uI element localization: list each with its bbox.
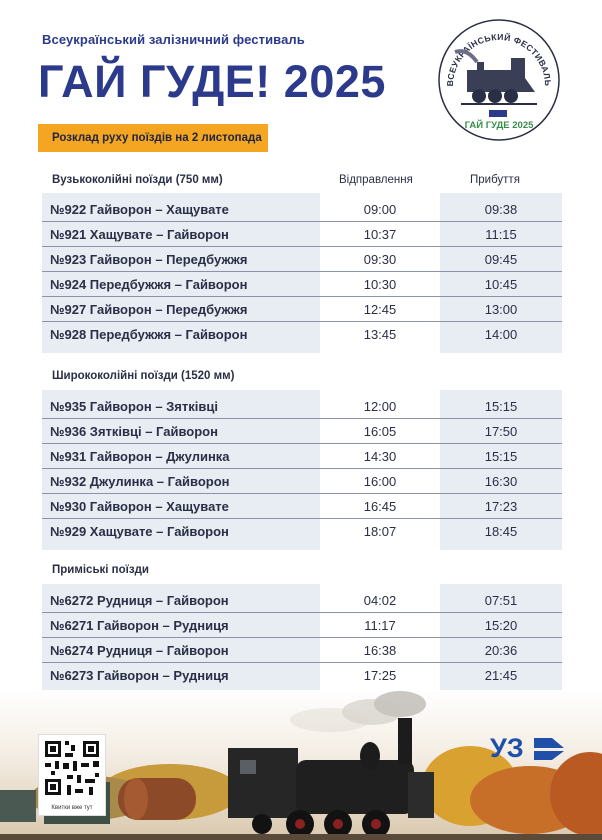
table-row — [42, 222, 562, 247]
departure-time: 12:00 — [363, 399, 397, 414]
table-row — [42, 322, 562, 347]
arrival-time: 16:30 — [484, 474, 518, 489]
festival-subtitle: Всеукраїнський залізничний фестиваль — [42, 32, 305, 47]
arrival-time: 09:45 — [484, 252, 518, 267]
arrival-time: 17:23 — [484, 499, 518, 514]
departure-column-header: Відправлення — [339, 174, 413, 186]
arrival-time: 13:00 — [484, 302, 518, 317]
departure-time: 10:37 — [363, 227, 397, 242]
route-name: №924 Передбужжя – Гайворон — [50, 277, 248, 292]
departure-time: 14:30 — [363, 449, 397, 464]
table-row — [42, 444, 562, 469]
route-name: №936 Зятківці – Гайворон — [50, 424, 218, 439]
departure-time: 09:30 — [363, 252, 397, 267]
table-row — [42, 394, 562, 419]
departure-time: 18:07 — [363, 524, 397, 539]
table-row — [42, 272, 562, 297]
arrival-time: 21:45 — [484, 668, 518, 683]
logo-ring-text: ВСЕУКРАЇНСЬКИЙ ФЕСТИВАЛЬ — [444, 31, 554, 87]
arrival-time: 15:15 — [484, 449, 518, 464]
departure-time: 17:25 — [363, 668, 397, 683]
qr-code-block[interactable] — [38, 734, 106, 816]
departure-time: 04:02 — [363, 593, 397, 608]
table-row — [42, 519, 562, 544]
table-row — [42, 663, 562, 688]
arrival-time: 09:38 — [484, 202, 518, 217]
uz-mark-icon — [489, 110, 507, 117]
departure-time: 12:45 — [363, 302, 397, 317]
route-name: №927 Гайворон – Передбужжя — [50, 302, 248, 317]
table-row — [42, 247, 562, 272]
table-row — [42, 613, 562, 638]
table-row — [42, 197, 562, 222]
uz-logo — [490, 732, 566, 762]
route-name: №929 Хащувате – Гайворон — [50, 524, 229, 539]
departure-time: 11:17 — [364, 618, 396, 633]
route-name: №6273 Гайворон – Рудниця — [50, 668, 229, 683]
route-name: №922 Гайворон – Хащувате — [50, 202, 229, 217]
departure-time: 13:45 — [363, 327, 397, 342]
route-name: №921 Хащувате – Гайворон — [50, 227, 229, 242]
festival-logo — [437, 18, 561, 142]
arrival-time: 18:45 — [484, 524, 518, 539]
route-name: №6272 Рудниця – Гайворон — [50, 593, 229, 608]
logo-bottom-text: ГАЙ ГУДЕ 2025 — [464, 120, 534, 131]
route-name: №928 Передбужжя – Гайворон — [50, 327, 248, 342]
table-row — [42, 419, 562, 444]
festival-title: ГАЙ ГУДЕ! 2025 — [38, 56, 386, 107]
arrival-time: 14:00 — [484, 327, 518, 342]
arrival-time: 15:20 — [484, 618, 518, 633]
route-name: №6271 Гайворон – Рудниця — [50, 618, 229, 633]
section-title-suburban: Приміські поїзди — [52, 564, 149, 576]
departure-time: 16:00 — [363, 474, 397, 489]
table-row — [42, 469, 562, 494]
table-row — [42, 494, 562, 519]
section-title-narrow-gauge: Вузькоколійні поїзди (750 мм) — [52, 174, 223, 186]
departure-time: 16:05 — [363, 424, 397, 439]
table-row — [42, 588, 562, 613]
route-name: №6274 Рудниця – Гайворон — [50, 643, 229, 658]
table-row — [42, 638, 562, 663]
route-name: №935 Гайворон – Зятківці — [50, 399, 218, 414]
arrival-time: 11:15 — [485, 227, 517, 242]
arrival-column-header: Прибуття — [470, 174, 520, 186]
route-name: №930 Гайворон – Хащувате — [50, 499, 229, 514]
uz-logo-text: УЗ — [490, 733, 524, 762]
section-title-broad-gauge: Ширококолійні поїзди (1520 мм) — [52, 370, 235, 382]
departure-time: 10:30 — [363, 277, 397, 292]
route-name: №932 Джулинка – Гайворон — [50, 474, 230, 489]
arrival-time: 10:45 — [484, 277, 518, 292]
arrival-time: 17:50 — [484, 424, 518, 439]
date-banner: Розклад руху поїздів на 2 листопада — [38, 124, 268, 152]
departure-time: 09:00 — [363, 202, 397, 217]
route-name: №923 Гайворон – Передбужжя — [50, 252, 248, 267]
arrival-time: 20:36 — [484, 643, 518, 658]
arrival-time: 15:15 — [484, 399, 518, 414]
arrival-time: 07:51 — [484, 593, 518, 608]
table-row — [42, 297, 562, 322]
departure-time: 16:45 — [363, 499, 397, 514]
route-name: №931 Гайворон – Джулинка — [50, 449, 230, 464]
qr-code-icon[interactable] — [39, 735, 105, 801]
departure-time: 16:38 — [363, 643, 397, 658]
qr-caption: Квитки вже тут — [51, 805, 93, 811]
